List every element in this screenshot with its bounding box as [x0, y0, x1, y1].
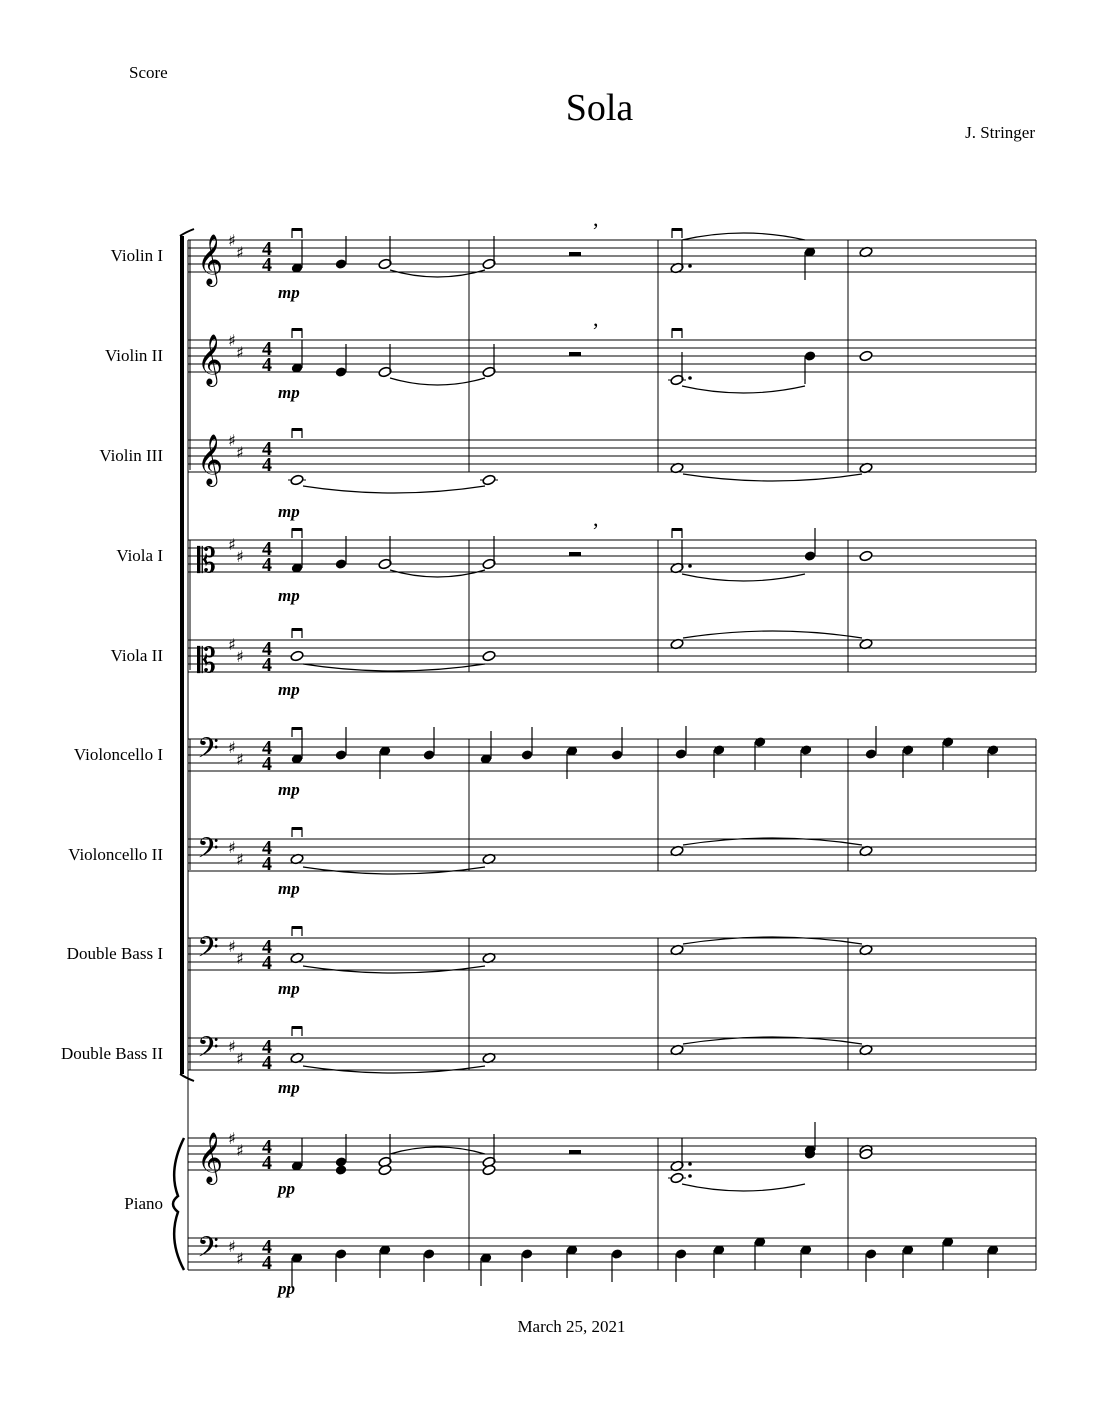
- half-rest: [569, 552, 581, 556]
- dynamic-mp: mp: [278, 780, 300, 799]
- dynamic-mp: mp: [278, 502, 300, 521]
- bass-clef-icon: 𝄢: [197, 1031, 219, 1071]
- whole-note: [859, 550, 873, 562]
- whole-note: [859, 350, 873, 362]
- whole-note: [482, 474, 496, 486]
- time-signature-top: 4: [262, 1236, 272, 1258]
- sharp-icon: ♯: [228, 431, 236, 450]
- down-bow-bar: [292, 628, 302, 631]
- treble-clef-icon: 𝄞: [197, 234, 224, 285]
- time-signature-bottom: 4: [262, 853, 272, 875]
- time-signature-top: 4: [262, 638, 272, 660]
- dot: [688, 564, 692, 568]
- tie-below: [390, 378, 485, 385]
- sharp-icon: ♯: [236, 1141, 244, 1160]
- dot: [688, 1174, 692, 1178]
- dynamic-pp: pp: [278, 1279, 295, 1298]
- bass-clef-icon: 𝄢: [197, 732, 219, 772]
- sharp-icon: ♯: [228, 331, 236, 350]
- notehead: [335, 1249, 347, 1260]
- tie-below: [683, 474, 862, 481]
- sharp-icon: ♯: [236, 850, 244, 869]
- breath-mark: ,: [593, 206, 599, 231]
- bass-clef-icon: 𝄢: [197, 832, 219, 872]
- down-bow-bar: [292, 228, 302, 231]
- time-signature-bottom: 4: [262, 654, 272, 676]
- sharp-icon: ♯: [228, 1129, 236, 1148]
- down-bow-bar: [292, 827, 302, 830]
- time-signature-bottom: 4: [262, 254, 272, 276]
- score-label: Score: [129, 63, 168, 82]
- time-signature-bottom: 4: [262, 454, 272, 476]
- time-signature-bottom: 4: [262, 554, 272, 576]
- time-signature-bottom: 4: [262, 1052, 272, 1074]
- tie-below: [390, 270, 485, 277]
- notehead: [611, 750, 623, 761]
- sharp-icon: ♯: [236, 1049, 244, 1068]
- time-signature-top: 4: [262, 238, 272, 260]
- sharp-icon: ♯: [236, 443, 244, 462]
- sharp-icon: ♯: [228, 1237, 236, 1256]
- sharp-icon: ♯: [236, 343, 244, 362]
- dynamic-mp: mp: [278, 879, 300, 898]
- time-signature-bottom: 4: [262, 952, 272, 974]
- dot: [688, 1162, 692, 1166]
- notehead: [675, 749, 687, 760]
- time-signature-top: 4: [262, 837, 272, 859]
- time-signature-top: 4: [262, 737, 272, 759]
- notehead: [902, 745, 914, 756]
- notehead: [800, 745, 812, 756]
- strings-bracket-bottom: [180, 1074, 194, 1081]
- notehead: [675, 1249, 687, 1260]
- time-signature-top: 4: [262, 338, 272, 360]
- breath-mark: ,: [593, 506, 599, 531]
- instrument-label-bass-1: Double Bass I: [66, 944, 163, 963]
- instrument-label-violin-2: Violin II: [105, 346, 163, 365]
- notehead: [942, 737, 954, 748]
- strings-bracket-top: [180, 229, 194, 236]
- down-bow-bar: [292, 428, 302, 431]
- time-signature-bottom: 4: [262, 354, 272, 376]
- sharp-icon: ♯: [228, 738, 236, 757]
- sharp-icon: ♯: [228, 635, 236, 654]
- sharp-icon: ♯: [236, 647, 244, 666]
- tie-below: [682, 386, 805, 393]
- time-signature-top: 4: [262, 538, 272, 560]
- time-signature-bottom: 4: [262, 1252, 272, 1274]
- tie-above: [390, 1147, 485, 1154]
- sharp-icon: ♯: [236, 1249, 244, 1268]
- dot: [688, 376, 692, 380]
- notehead: [754, 737, 766, 748]
- notehead: [335, 750, 347, 761]
- treble-clef-icon: 𝄞: [197, 434, 224, 485]
- tie-below: [303, 486, 485, 493]
- instrument-label-viola-1: Viola I: [116, 546, 163, 565]
- alto-clef-icon: 𝄡: [197, 541, 216, 581]
- notehead: [335, 367, 347, 378]
- instrument-label-violin-3: Violin III: [99, 446, 163, 465]
- time-signature-bottom: 4: [262, 1152, 272, 1174]
- notehead: [335, 559, 347, 570]
- notehead: [611, 1249, 623, 1260]
- sharp-icon: ♯: [228, 1037, 236, 1056]
- composer-name: J. Stringer: [965, 123, 1035, 142]
- piano-brace: [173, 1138, 184, 1270]
- notehead: [987, 745, 999, 756]
- notehead: [804, 351, 816, 362]
- notehead: [521, 1249, 533, 1260]
- bass-clef-icon: 𝄢: [197, 1231, 219, 1271]
- sharp-icon: ♯: [228, 838, 236, 857]
- footer-date: March 25, 2021: [517, 1317, 626, 1336]
- tie-below: [390, 570, 485, 577]
- sharp-icon: ♯: [228, 231, 236, 250]
- treble-clef-icon: 𝄞: [197, 334, 224, 385]
- dynamic-mp: mp: [278, 586, 300, 605]
- alto-clef-icon: 𝄡: [197, 641, 216, 681]
- page-title: Sola: [565, 87, 634, 129]
- down-bow-bar: [292, 926, 302, 929]
- down-bow-bar: [292, 328, 302, 331]
- dynamic-mp: mp: [278, 383, 300, 402]
- notehead: [865, 1249, 877, 1260]
- instrument-label-cello-2: Violoncello II: [68, 845, 163, 864]
- time-signature-bottom: 4: [262, 753, 272, 775]
- dynamic-mp: mp: [278, 979, 300, 998]
- breath-mark: ,: [593, 306, 599, 331]
- tie-below: [682, 1184, 805, 1191]
- whole-note: [290, 474, 304, 486]
- dot: [688, 264, 692, 268]
- dynamic-mp: mp: [278, 283, 300, 302]
- time-signature-top: 4: [262, 936, 272, 958]
- sharp-icon: ♯: [236, 949, 244, 968]
- instrument-label-viola-2: Viola II: [110, 646, 163, 665]
- sharp-icon: ♯: [228, 937, 236, 956]
- sharp-icon: ♯: [236, 547, 244, 566]
- down-bow-bar: [292, 528, 302, 531]
- notehead: [521, 750, 533, 761]
- down-bow-bar: [292, 727, 302, 730]
- strings-bracket: [180, 236, 184, 1074]
- notehead: [423, 750, 435, 761]
- sharp-icon: ♯: [236, 750, 244, 769]
- tie-below: [303, 664, 485, 671]
- notehead: [423, 1249, 435, 1260]
- notehead: [335, 259, 347, 270]
- down-bow-bar: [672, 228, 682, 231]
- half-rest: [569, 352, 581, 356]
- notehead: [670, 1172, 684, 1184]
- bass-clef-icon: 𝄢: [197, 931, 219, 971]
- sharp-icon: ♯: [236, 243, 244, 262]
- tie-above: [683, 631, 862, 638]
- dynamic-mp: mp: [278, 1078, 300, 1097]
- instrument-label-piano: Piano: [124, 1194, 163, 1213]
- notehead: [804, 551, 816, 562]
- notehead: [713, 745, 725, 756]
- instrument-label-violin-1: Violin I: [110, 246, 163, 265]
- tie-below: [682, 574, 805, 581]
- instrument-label-bass-2: Double Bass II: [61, 1044, 163, 1063]
- notehead: [865, 749, 877, 760]
- instrument-label-cello-1: Violoncello I: [73, 745, 163, 764]
- whole-note: [290, 650, 304, 662]
- half-rest: [569, 1150, 581, 1154]
- time-signature-top: 4: [262, 1136, 272, 1158]
- down-bow-bar: [672, 328, 682, 331]
- down-bow-bar: [672, 528, 682, 531]
- down-bow-bar: [292, 1026, 302, 1029]
- tie-above: [682, 233, 805, 240]
- half-rest: [569, 252, 581, 256]
- whole-note: [482, 650, 496, 662]
- sharp-icon: ♯: [228, 535, 236, 554]
- dynamic-mp: mp: [278, 680, 300, 699]
- time-signature-top: 4: [262, 1036, 272, 1058]
- treble-clef-icon: 𝄞: [197, 1132, 224, 1183]
- notehead: [335, 1165, 347, 1176]
- dynamic-pp: pp: [278, 1179, 295, 1198]
- time-signature-top: 4: [262, 438, 272, 460]
